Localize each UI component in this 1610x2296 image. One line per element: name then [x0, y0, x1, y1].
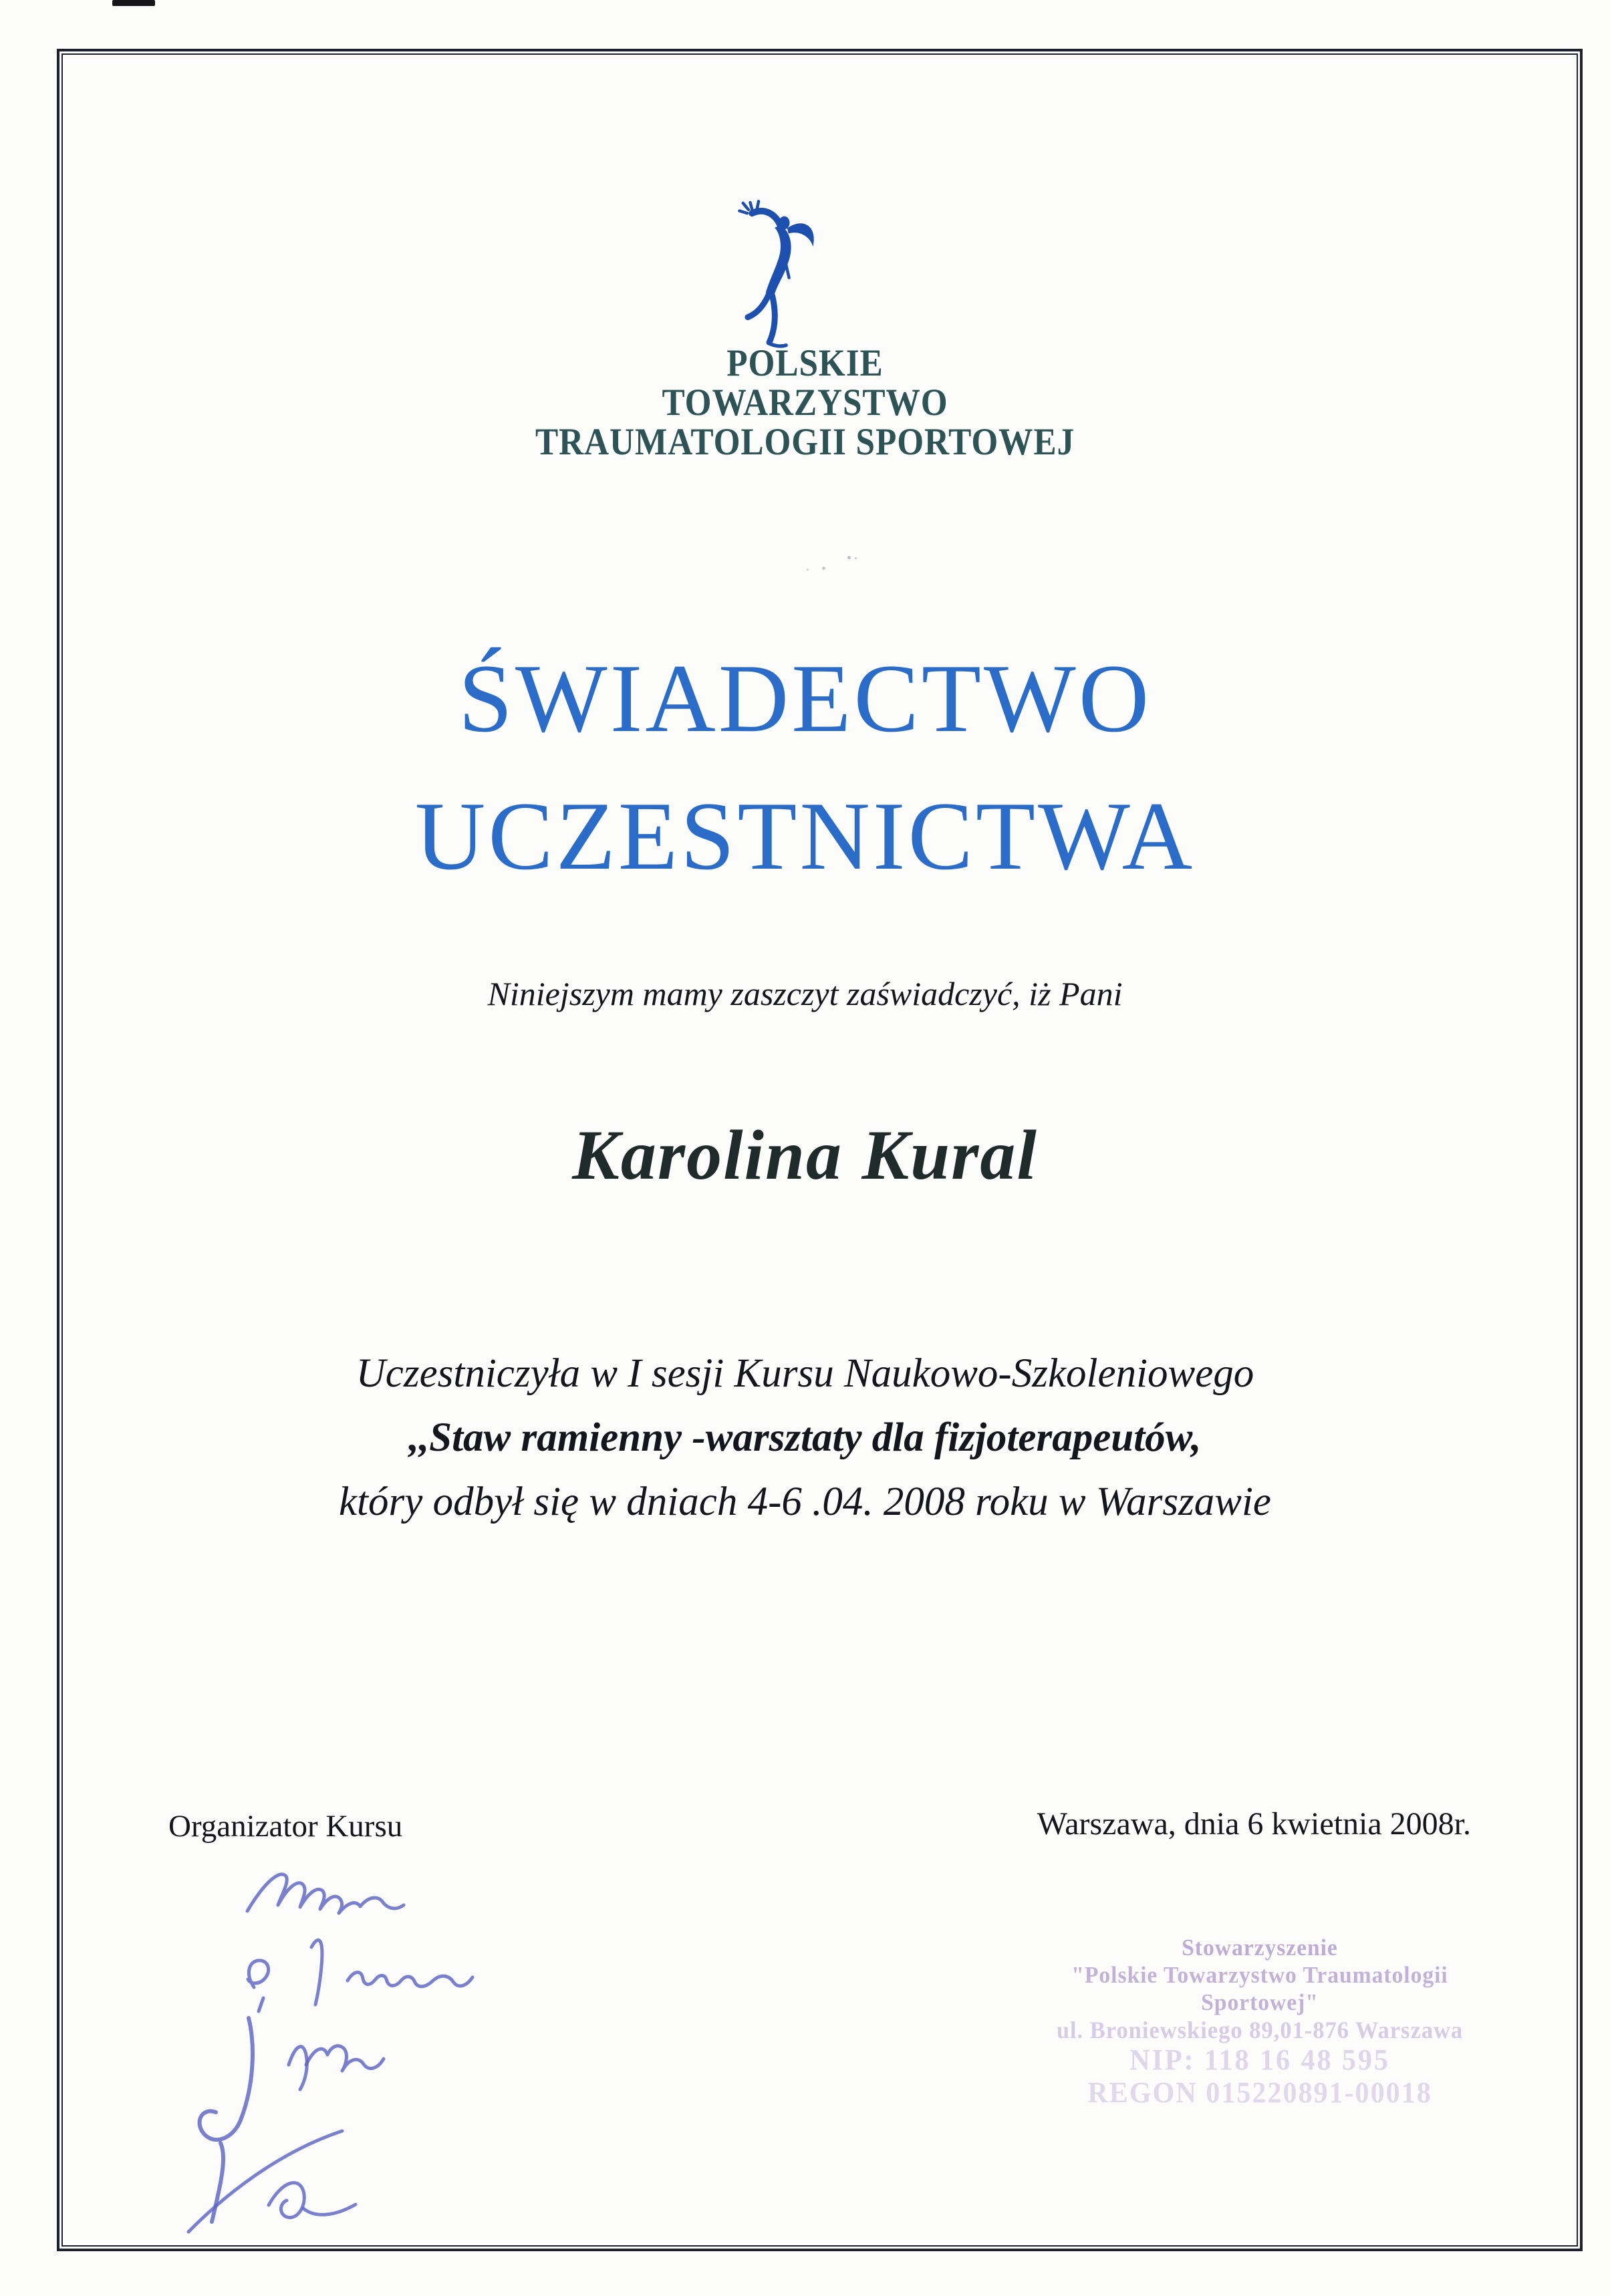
course-title: ,,Staw ramienny -warsztaty dla fizjoterapeutów, [408, 1415, 1202, 1460]
certificate-title [0, 629, 1610, 905]
recipient-name: Karolina Kural [572, 1116, 1038, 1194]
stamp-line3: ul. Broniewskiego 89,01-876 Warszawa [1056, 2017, 1464, 2043]
discus-thrower-logo-icon [730, 184, 832, 368]
stamp-line5: REGON 015220891-00018 [1087, 2076, 1432, 2109]
handwritten-signatures-ink [147, 1843, 561, 2261]
stamp-line2: "Polskie Towarzystwo Traumatologii Sportowej" [1071, 1962, 1448, 2015]
organization-name [80, 343, 1529, 462]
organization-name-line3: TRAUMATOLOGII SPORTOWEJ [535, 421, 1075, 463]
course-description-line1: Uczestniczyła w I sesji Kursu Naukowo-Szkoleniowego [356, 1351, 1254, 1396]
certificate-title-line1: ŚWIADECTWO [458, 644, 1152, 752]
course-description-line3: który odbył się w dniach 4-6 .04. 2008 roku w Warszawie [338, 1479, 1272, 1524]
scan-artifact-mark [112, 0, 155, 6]
intro-statement: Niniejszym mamy zaszczyt zaświadczyć, iż Pani [487, 975, 1123, 1012]
course-description [0, 1342, 1610, 1534]
stamp-line1: Stowarzyszenie [1182, 1934, 1338, 1961]
stamp-line4: NIP: 118 16 48 595 [1129, 2043, 1390, 2076]
organization-name-line2: TOWARZYSTWO [662, 382, 948, 424]
certificate-title-line2: UCZESTNICTWA [414, 782, 1196, 890]
organization-stamp [1048, 1934, 1472, 2110]
organizer-label: Organizator Kursu [168, 1809, 403, 1844]
place-and-date: Warszawa, dnia 6 kwietnia 2008r. [1037, 1806, 1471, 1842]
organization-name-line1: POLSKIE [726, 342, 884, 384]
